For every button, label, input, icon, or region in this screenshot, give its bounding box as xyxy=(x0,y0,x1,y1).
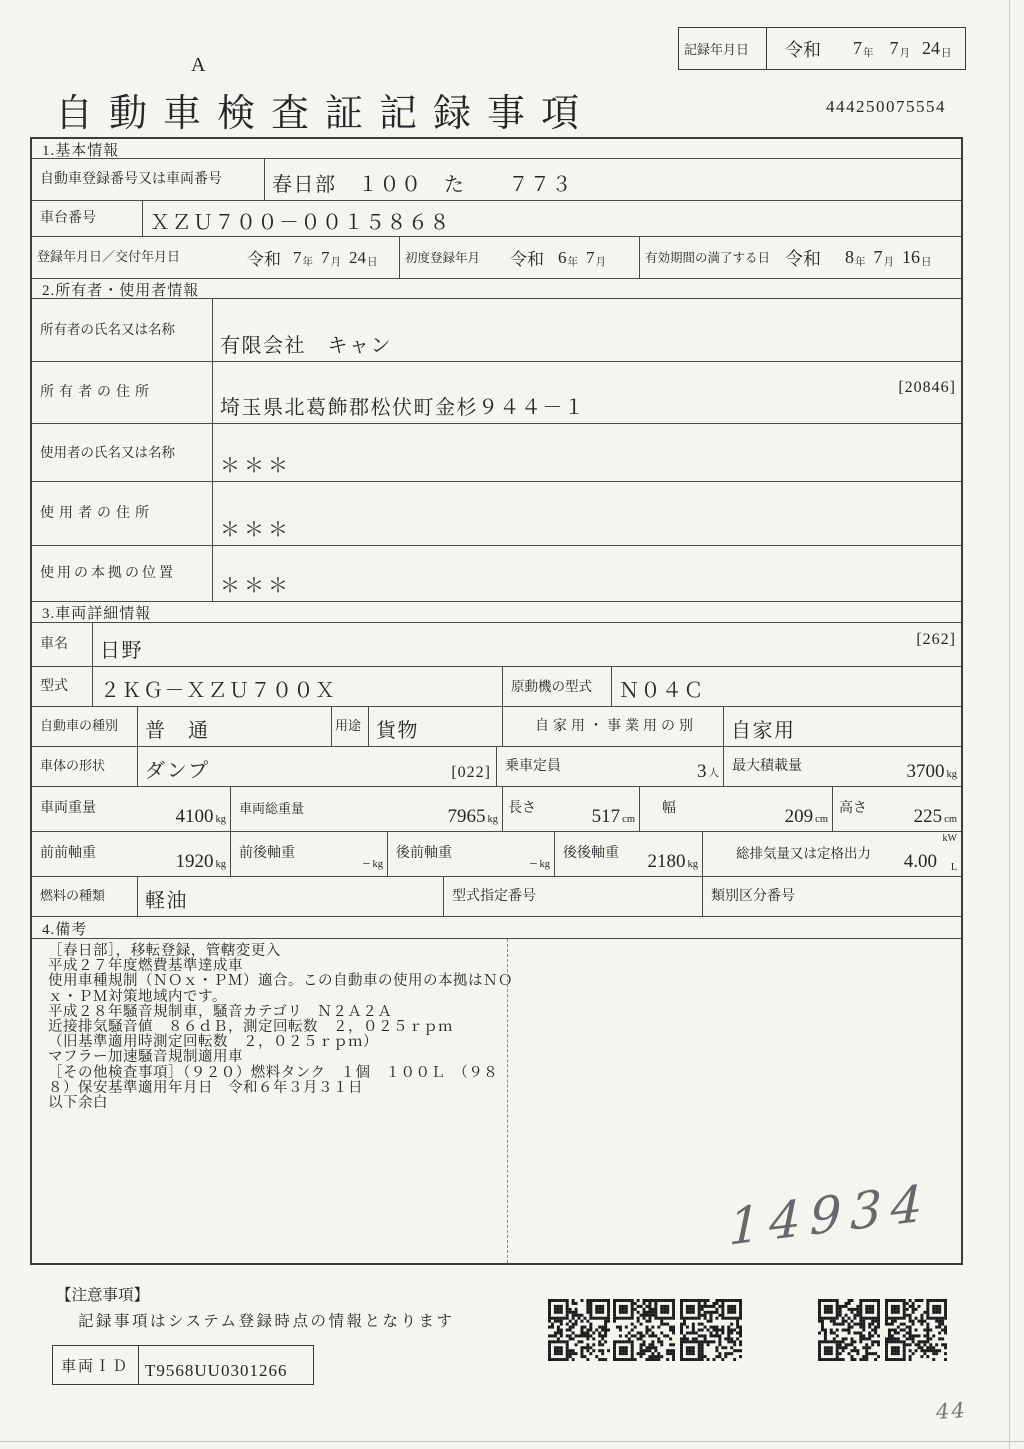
expiry-date-label: 有効期間の満了する日 xyxy=(639,237,777,278)
row-category xyxy=(32,706,961,746)
displacement-power-label: 総排気量又は定格出力 xyxy=(702,832,898,876)
page-title: 自動車検査証記録事項 xyxy=(55,93,596,135)
axle-rear-front-label: 後前軸重 xyxy=(387,832,477,876)
model-value: ２ＫＧ－ＸＺＵ７００Ｘ xyxy=(92,667,502,706)
registration-date-value: 令和 7 年 7 月 24 日 xyxy=(247,247,378,269)
max-load-label: 最大積載量 xyxy=(723,747,823,786)
axle-rear-rear-label: 後後軸重 xyxy=(554,832,637,876)
remarks-line: ８）保安基準適用年月日 令和６年３月３１日 xyxy=(48,1079,363,1096)
fuel-type-value: 軽油 xyxy=(137,877,443,916)
vehicle-id-box xyxy=(52,1345,314,1385)
remarks-line: ｘ・ＰＭ対策地域内です。 xyxy=(48,988,227,1005)
row-base-location xyxy=(32,545,961,601)
model-label: 型式 xyxy=(40,678,68,694)
type-certification-value xyxy=(577,877,702,916)
qr-code-2 xyxy=(613,1299,675,1361)
height-value: 225 cm xyxy=(913,806,957,827)
category-label: 自動車の種別 xyxy=(40,718,119,734)
axle-rear-rear-value: 2180 kg xyxy=(647,851,698,872)
axle-front-rear-label: 前後軸重 xyxy=(230,832,318,876)
displacement-power-value: 4.00 kW L xyxy=(903,833,957,873)
expiry-date-value: 令和 8 年 7 月 16 日 xyxy=(785,247,932,269)
max-load-value: 3700 kg xyxy=(906,761,957,782)
user-name-value: ＊＊＊ xyxy=(212,424,961,481)
capacity-label: 乗車定員 xyxy=(496,747,586,786)
row-chassis-number xyxy=(32,200,961,236)
owner-name-value: 有限会社 キャン xyxy=(212,299,961,361)
engine-model-label: 原動機の型式 xyxy=(502,667,611,706)
registration-number-label: 自動車登録番号又は車両番号 xyxy=(40,171,222,187)
axle-front-front-value: 1920 kg xyxy=(175,851,226,872)
row-owner-address xyxy=(32,361,961,423)
car-name-value: 日野 [262] xyxy=(92,623,961,666)
base-location-value: ＊＊＊ xyxy=(212,546,961,601)
remarks-line: ［その他検査事項］（９２０）燃料タンク １個 １００Ｌ （９８ xyxy=(48,1064,499,1081)
remarks-line: 平成２８年騒音規制車，騒音カテゴリ Ｎ２Ａ２Ａ xyxy=(48,1003,393,1020)
row-body-shape xyxy=(32,746,961,786)
first-registration-label: 初度登録年月 xyxy=(399,237,502,278)
section-remarks: 4.備考 xyxy=(32,916,961,938)
scan-edge-line-vertical xyxy=(1009,0,1010,1449)
remarks-line: （旧基準適用時測定回転数 ２，０２５ｒｐｍ） xyxy=(48,1034,378,1051)
vehicle-id-label: 車両ＩＤ xyxy=(53,1346,139,1384)
certificate-number: 444250075554 xyxy=(826,97,946,116)
power-units: kW L xyxy=(942,833,957,873)
length-value: 517 cm xyxy=(591,806,635,827)
record-date-label: 記録年月日 xyxy=(679,28,767,69)
body-shape-label: 車体の形状 xyxy=(40,758,106,774)
record-date-value: 令和 7 年 7 月 24 日 xyxy=(767,28,965,69)
owner-address-code: [20846] xyxy=(898,379,956,396)
record-date-box xyxy=(678,27,966,70)
registration-number-value: 春日部 １００ た ７７３ xyxy=(264,159,961,200)
axle-front-rear-value: − kg xyxy=(362,857,383,872)
width-value: 209 cm xyxy=(784,806,828,827)
remarks-line: マフラー加速騒音規制適用車 xyxy=(48,1049,243,1066)
user-address-label: 使用者の住所 xyxy=(40,505,154,521)
car-name-code: [262] xyxy=(916,631,956,648)
body-shape-value: ダンプ [022] xyxy=(137,747,496,786)
vehicle-id-value: T9568UU0301266 xyxy=(145,1361,288,1380)
row-axle-weights xyxy=(32,831,961,876)
row-car-name xyxy=(32,622,961,666)
private-business-value: 自家用 xyxy=(723,707,961,746)
remarks-line: 平成２７年度燃費基準達成車 xyxy=(48,958,243,975)
handwritten-number: 14934 xyxy=(728,1173,932,1257)
chassis-number-label: 車台番号 xyxy=(40,210,96,226)
notice-title: 【注意事項】 xyxy=(56,1287,150,1304)
height-label: 高さ xyxy=(832,787,891,831)
row-weights-dimensions xyxy=(32,786,961,831)
chassis-number-value: ＸＺＵ７００－００１５８６８ xyxy=(142,201,961,236)
owner-address-label: 所有者の住所 xyxy=(40,384,154,400)
qr-code-3 xyxy=(680,1299,742,1361)
row-registration-number xyxy=(32,158,961,200)
vehicle-weight-value: 4100 kg xyxy=(175,806,226,827)
fuel-type-label: 燃料の種類 xyxy=(40,888,106,904)
user-name-label: 使用者の氏名又は名称 xyxy=(40,444,175,460)
remarks-line: ［春日部］，移転登録，管轄変更入 xyxy=(48,943,281,959)
page-corner-letter: A xyxy=(191,54,207,76)
capacity-value: 3 人 xyxy=(697,761,719,782)
scan-edge-line-bottom xyxy=(0,1441,1024,1442)
first-registration-value: 令和 6 年 7 月 xyxy=(510,247,606,269)
section-owner: 2.所有者・使用者情報 xyxy=(32,278,961,298)
remarks-line: 使用車種規制（ＮＯｘ・ＰＭ）適合。この自動車の使用の本拠はＮＯ xyxy=(48,973,513,990)
use-value: 貨物 xyxy=(368,707,502,746)
section-basic: 1.基本情報 xyxy=(42,142,120,159)
axle-rear-front-value: − kg xyxy=(529,857,550,872)
section-vehicle: 3.車両詳細情報 xyxy=(32,601,961,622)
handwritten-page-note: 44 xyxy=(935,1397,968,1425)
engine-model-value: Ｎ０４Ｃ xyxy=(611,667,961,706)
category-value: 普 通 xyxy=(137,707,331,746)
owner-name-label: 所有者の氏名又は名称 xyxy=(40,322,175,338)
vehicle-weight-label: 車両重量 xyxy=(40,801,96,817)
qr-code-1 xyxy=(548,1299,610,1361)
qr-code-4 xyxy=(818,1299,880,1361)
remarks-dashed-divider xyxy=(507,939,508,1263)
row-fuel xyxy=(32,876,961,916)
class-number-value xyxy=(837,877,961,916)
gross-weight-value: 7965 kg xyxy=(447,806,498,827)
car-name-label: 車名 xyxy=(40,636,68,652)
row-user-address xyxy=(32,481,961,545)
owner-address-value: 埼玉県北葛飾郡松伏町金杉９４４－１ [20846] xyxy=(212,362,961,423)
row-owner-name xyxy=(32,298,961,361)
remarks-text xyxy=(32,939,961,1111)
use-label: 用途 xyxy=(331,707,368,746)
registration-date-label: 登録年月日／交付年月日 xyxy=(37,249,181,265)
remarks-line: 以下余白 xyxy=(48,1095,108,1112)
gross-weight-label: 車両総重量 xyxy=(230,787,318,831)
user-address-value: ＊＊＊ xyxy=(212,482,961,545)
qr-code-5 xyxy=(885,1299,947,1361)
base-location-label: 使用の本拠の位置 xyxy=(40,565,176,581)
private-business-label: 自家用・事業用の別 xyxy=(502,707,723,746)
axle-front-front-label: 前前軸重 xyxy=(40,846,96,862)
era-text: 令和 xyxy=(785,39,821,60)
row-model xyxy=(32,666,961,706)
remarks-line: 近接排気騒音値 ８６ｄＢ，測定回転数 ２，０２５ｒｐｍ xyxy=(48,1019,453,1036)
certificate-table xyxy=(30,137,963,1265)
notice-text: 記録事項はシステム登録時点の情報となります xyxy=(78,1313,455,1330)
body-shape-code: [022] xyxy=(451,764,491,781)
type-certification-label: 型式指定番号 xyxy=(443,877,577,916)
row-dates xyxy=(32,236,961,278)
row-user-name xyxy=(32,423,961,481)
class-number-label: 類別区分番号 xyxy=(702,877,837,916)
width-label: 幅 xyxy=(639,787,692,831)
length-label: 長さ xyxy=(502,787,549,831)
